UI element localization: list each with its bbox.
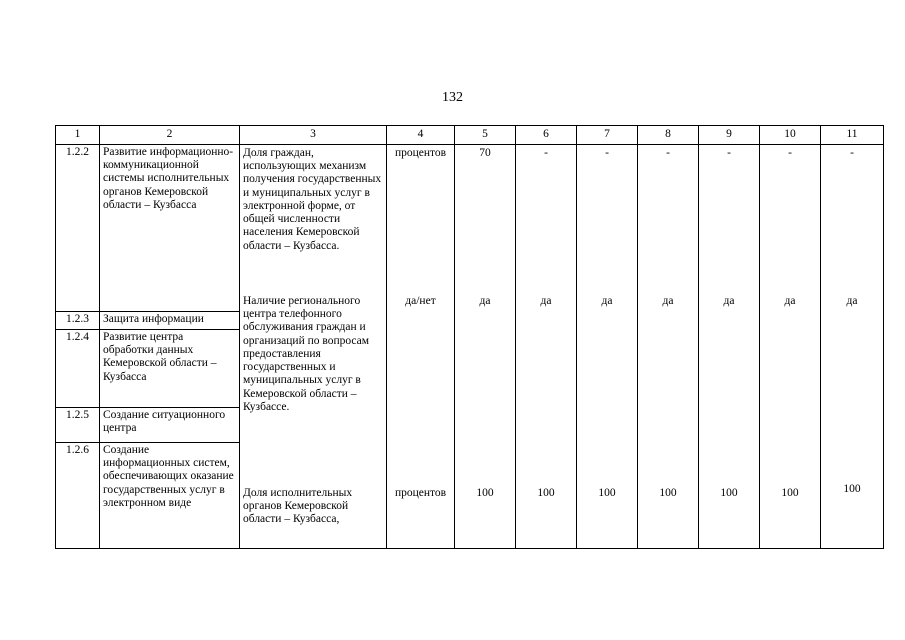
column-header: 11 [821,126,884,145]
value: 100 [537,487,555,499]
value: 70 [479,147,491,159]
page-number: 132 [442,90,463,105]
row-name: Защита информации [100,312,240,330]
row-number: 1.2.6 [56,443,100,549]
row-number: 1.2.4 [56,330,100,408]
value: 100 [720,487,738,499]
value: 100 [843,483,861,495]
value-column-8 [638,145,699,549]
column-header: 3 [240,126,387,145]
row-number: 1.2.5 [56,408,100,443]
value: - [850,147,854,159]
column-header: 5 [455,126,516,145]
value: 100 [781,487,799,499]
column-header: 7 [577,126,638,145]
value-column-10 [760,145,821,549]
column-header: 8 [638,126,699,145]
value: да [723,295,735,307]
value-column-9 [699,145,760,549]
value-column-6 [516,145,577,549]
row-number: 1.2.2 [56,145,100,312]
value: 100 [476,487,494,499]
value: - [727,147,731,159]
row-name: Развитие информационно-коммуникационной системы исполнительных органов Кемеровской области – Кузбасса [100,145,240,312]
value: 100 [659,487,677,499]
table-row [56,145,884,312]
value: да [846,295,858,307]
value: 100 [598,487,616,499]
value: - [544,147,548,159]
unit-value: процентов [394,147,447,159]
column-header: 1 [56,126,100,145]
column-header: 6 [516,126,577,145]
value-column-7 [577,145,638,549]
value: да [784,295,796,307]
column-header: 2 [100,126,240,145]
value: - [788,147,792,159]
value: - [605,147,609,159]
table-header-row [56,126,884,145]
indicator-text: Доля граждан, использующих механизм получения государственных и муниципальных услуг в электронной форме, от общей численности населения Кемеровской области – Кузбасса. [243,147,382,252]
value: - [666,147,670,159]
value: да [601,295,613,307]
row-name: Создание ситуационного центра [100,408,240,443]
unit-value: да/нет [405,295,436,307]
indicators-table [55,125,884,549]
value-column-11 [821,145,884,549]
value-column-5 [455,145,516,549]
column-header: 9 [699,126,760,145]
unit-cell [387,145,455,549]
value: да [662,295,674,307]
row-name: Создание информационных систем, обеспечивающих оказание государственных услуг в электронном виде [100,443,240,549]
column-header: 10 [760,126,821,145]
column-header: 4 [387,126,455,145]
value: да [479,295,491,307]
value: да [540,295,552,307]
indicator-text: Наличие регионального центра телефонного обслуживания граждан и организаций по вопросам предоставления государственных и муниципальных услуг в Кемеровской области – Кузбассе. [243,295,370,413]
unit-value: процентов [394,487,447,499]
row-number: 1.2.3 [56,312,100,330]
row-name: Развитие центра обработки данных Кемеровской области – Кузбасса [100,330,240,408]
indicator-cell [240,145,387,549]
indicator-text: Доля исполнительных органов Кемеровской области – Кузбасса, [243,487,353,526]
